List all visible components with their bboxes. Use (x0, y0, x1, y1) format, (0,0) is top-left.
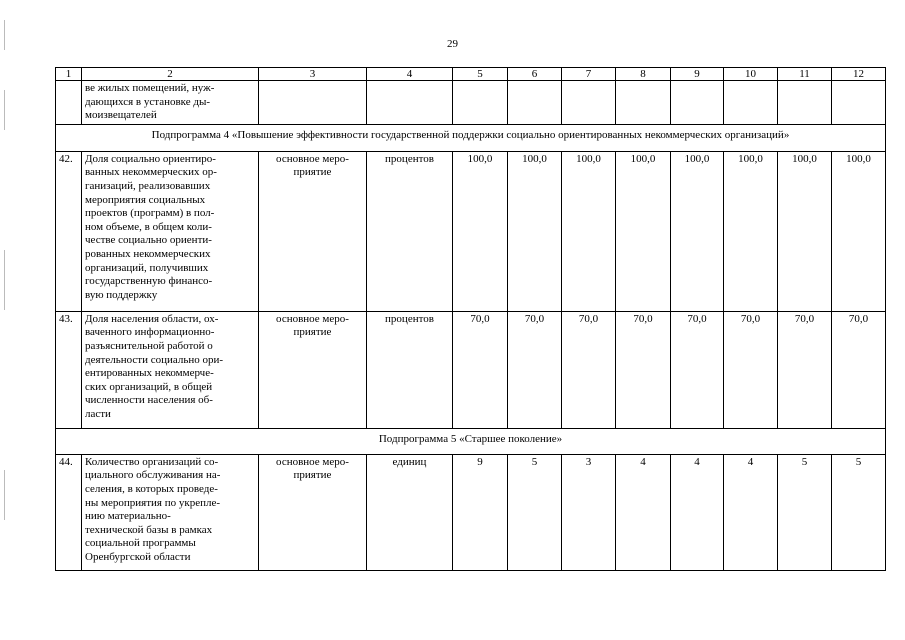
text-line: ванных некоммерческих ор- (85, 166, 217, 179)
empty-cell (259, 81, 367, 125)
unit-cell: процентов (367, 311, 453, 428)
value-cell: 70,0 (453, 311, 508, 428)
indicator-name-cell (82, 311, 259, 428)
empty-cell (508, 81, 562, 125)
text-line: приятие (293, 326, 332, 339)
header-cell: 11 (778, 68, 832, 81)
text-line: ласти (85, 407, 111, 420)
table-row (56, 454, 886, 570)
text-line: рованных некоммерческих (85, 247, 211, 260)
value-cell: 5 (508, 454, 562, 570)
indicators-table (55, 67, 886, 571)
text-line: Количество организаций со- (85, 455, 219, 468)
row-number-cell (56, 81, 82, 125)
subprogram-row (56, 428, 886, 454)
value-cell: 4 (671, 454, 724, 570)
text-line: ентированных некоммерче- (85, 367, 214, 380)
value-cell: 70,0 (562, 311, 616, 428)
value-cell: 100,0 (508, 151, 562, 311)
empty-cell (671, 81, 724, 125)
measure-type-cell (259, 311, 367, 428)
text-line: организаций, получивших (85, 261, 209, 274)
header-cell: 6 (508, 68, 562, 81)
value-cell: 4 (724, 454, 778, 570)
text-line: ве жилых помещений, нуж- (85, 82, 215, 94)
text-line: приятие (293, 166, 332, 179)
unit-cell: процентов (367, 151, 453, 311)
value-cell: 4 (616, 454, 671, 570)
empty-cell (367, 81, 453, 125)
value-cell: 100,0 (832, 151, 886, 311)
text-line: мероприятия социальных (85, 193, 206, 206)
text-line: разъяснительной работой о (85, 339, 213, 352)
value-cell: 5 (832, 454, 886, 570)
scan-margin-mark (4, 470, 5, 520)
value-cell: 100,0 (616, 151, 671, 311)
header-cell: 1 (56, 68, 82, 81)
value-cell: 70,0 (778, 311, 832, 428)
table-row (56, 151, 886, 311)
indicator-name-cell (82, 454, 259, 570)
scan-margin-mark (4, 90, 5, 130)
empty-cell (453, 81, 508, 125)
text-line: ном объеме, в общем коли- (85, 220, 212, 233)
text-line: проектов (программ) в пол- (85, 207, 215, 220)
text-line: циального обслуживания на- (85, 469, 221, 482)
text-line: численности населения об- (85, 394, 213, 407)
text-line: Доля населения области, ох- (85, 312, 219, 325)
empty-cell (832, 81, 886, 125)
page-number: 29 (447, 38, 458, 50)
header-cell: 4 (367, 68, 453, 81)
subprogram-5-title: Подпрограмма 5 «Старшее поколение» (56, 428, 886, 454)
measure-type-cell (259, 454, 367, 570)
indicator-name-cell (82, 81, 259, 125)
table-row (56, 311, 886, 428)
value-cell: 70,0 (832, 311, 886, 428)
value-cell: 3 (562, 454, 616, 570)
text-line: вую поддержку (85, 288, 158, 301)
text-line: честве социально ориенти- (85, 234, 212, 247)
row-number: 42. (56, 151, 82, 311)
value-cell: 70,0 (724, 311, 778, 428)
subprogram-row (56, 124, 886, 151)
header-cell: 12 (832, 68, 886, 81)
text-line: нию материально- (85, 510, 171, 523)
text-line: технической базы в рамках (85, 523, 213, 536)
text-line: ганизаций, реализовавших (85, 179, 211, 192)
value-cell: 100,0 (778, 151, 832, 311)
text-line: ских организаций, в общей (85, 380, 213, 393)
value-cell: 9 (453, 454, 508, 570)
header-cell: 2 (82, 68, 259, 81)
row-number: 44. (56, 454, 82, 570)
text-line: Доля социально ориентиро- (85, 152, 216, 165)
value-cell: 70,0 (671, 311, 724, 428)
scan-margin-mark (4, 250, 5, 310)
empty-cell (724, 81, 778, 125)
text-line: дающихся в установке ды- (85, 95, 211, 108)
subprogram-4-title: Подпрограмма 4 «Повышение эффективности государственной поддержки социально ориентированных некоммерческих организаций» (56, 124, 886, 151)
text-line: ваченного информационно- (85, 326, 215, 339)
header-cell: 5 (453, 68, 508, 81)
table-row (56, 81, 886, 125)
indicator-name-cell (82, 151, 259, 311)
row-number: 43. (56, 311, 82, 428)
empty-cell (778, 81, 832, 125)
value-cell: 100,0 (671, 151, 724, 311)
value-cell: 100,0 (724, 151, 778, 311)
text-line: основное меро- (276, 152, 349, 165)
value-cell: 70,0 (508, 311, 562, 428)
unit-cell: единиц (367, 454, 453, 570)
empty-cell (616, 81, 671, 125)
text-line: ны мероприятия по укрепле- (85, 496, 220, 509)
value-cell: 70,0 (616, 311, 671, 428)
header-cell: 10 (724, 68, 778, 81)
text-line: селения, в которых проведе- (85, 482, 218, 495)
header-row (56, 68, 886, 81)
text-line: деятельности социально ори- (85, 353, 224, 366)
header-cell: 9 (671, 68, 724, 81)
header-cell: 7 (562, 68, 616, 81)
value-cell: 100,0 (453, 151, 508, 311)
empty-cell (562, 81, 616, 125)
value-cell: 5 (778, 454, 832, 570)
text-line: Оренбургской области (85, 550, 191, 563)
text-line: основное меро- (276, 455, 349, 468)
text-line: приятие (293, 469, 332, 482)
text-line: моизвещателей (85, 109, 157, 122)
text-line: основное меро- (276, 312, 349, 325)
value-cell: 100,0 (562, 151, 616, 311)
header-cell: 3 (259, 68, 367, 81)
text-line: социальной программы (85, 537, 196, 550)
header-cell: 8 (616, 68, 671, 81)
measure-type-cell (259, 151, 367, 311)
text-line: государственную финансо- (85, 275, 213, 288)
